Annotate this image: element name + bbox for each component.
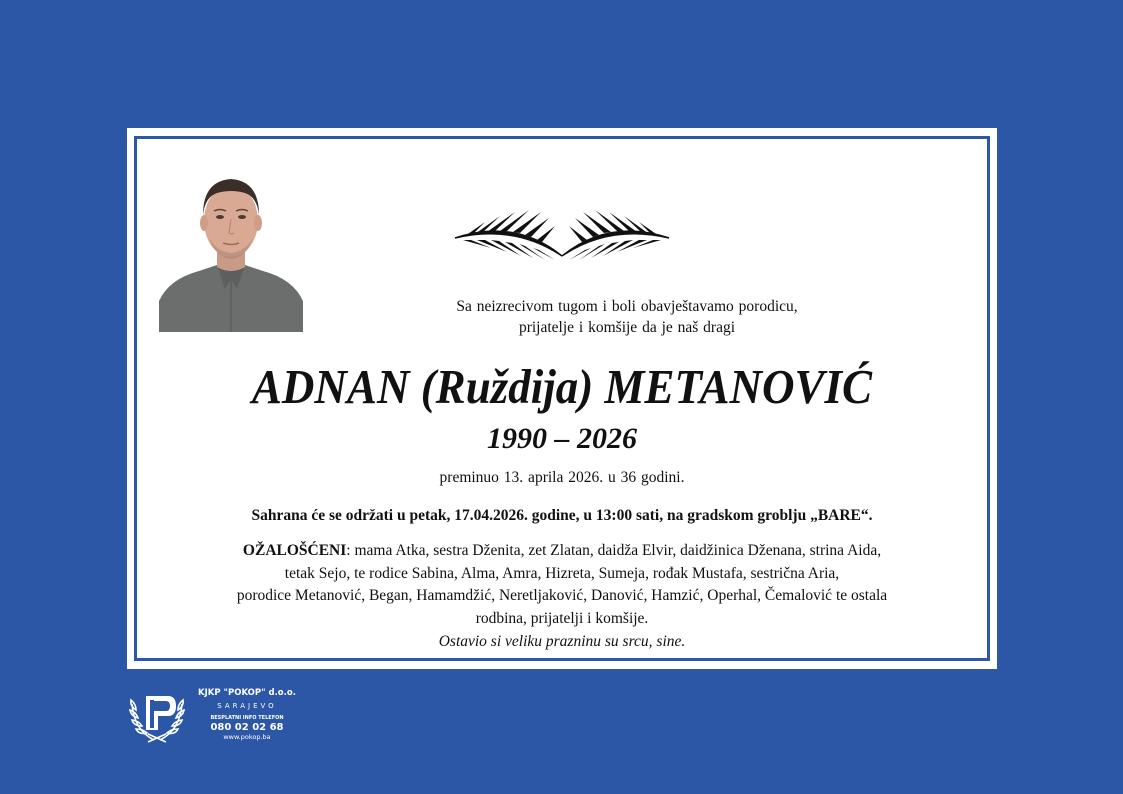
company-info [192,688,302,741]
footer-branding [128,688,328,748]
intro-line-1: Sa neizrecivom tugom i boli obavještavamo porodicu, [456,298,798,315]
intro-text [257,296,997,338]
company-name: KJKP "POKOP" d.o.o. [198,688,296,698]
pokop-logo-icon [128,690,186,746]
life-years: 1990 – 2026 [487,422,637,455]
info-phone-label: BESPLATNI INFO TELEFON [210,715,284,721]
company-city: SARAJEVO [217,702,277,710]
info-phone-number: 080 02 02 68 [210,722,284,733]
company-website: www.pokop.ba [223,733,271,741]
deceased-name: ADNAN (Ruždija) METANOVIĆ [251,360,873,414]
mourners-label: OŽALOŠĆENI [242,542,347,559]
obituary-card [127,128,997,669]
funeral-details: Sahrana će se održati u petak, 17.04.2026. godine, u 13:00 sati, na gradskom groblju „BARE“. [251,507,873,524]
mourners-list [167,540,957,630]
death-date-text: preminuo 13. aprila 2026. u 36 godini. [439,469,685,486]
mourners-line-2: tetak Sejo, te rodice Sabina, Alma, Amra, Hizreta, Sumeja, rođak Mustafa, sestrična Aria, [284,564,840,582]
mourners-line-1: OŽALOŠĆENI: mama Atka, sestra Dženita, zet Zlatan, daidža Elvir, daidžinica Dženana, strina Aida, [242,542,882,559]
intro-line-2: prijatelje i komšije da je naš dragi [518,319,736,336]
mourners-line-4: rodbina, prijatelji i komšije. [475,609,649,627]
farewell-message: Ostavio si veliku prazninu su srcu, sine. [438,633,686,650]
mourners-line-3: porodice Metanović, Began, Hamamdžić, Neretljaković, Danović, Hamzić, Operhal, Čemalović te ostala [236,587,888,604]
palm-branches-ornament [445,178,679,278]
